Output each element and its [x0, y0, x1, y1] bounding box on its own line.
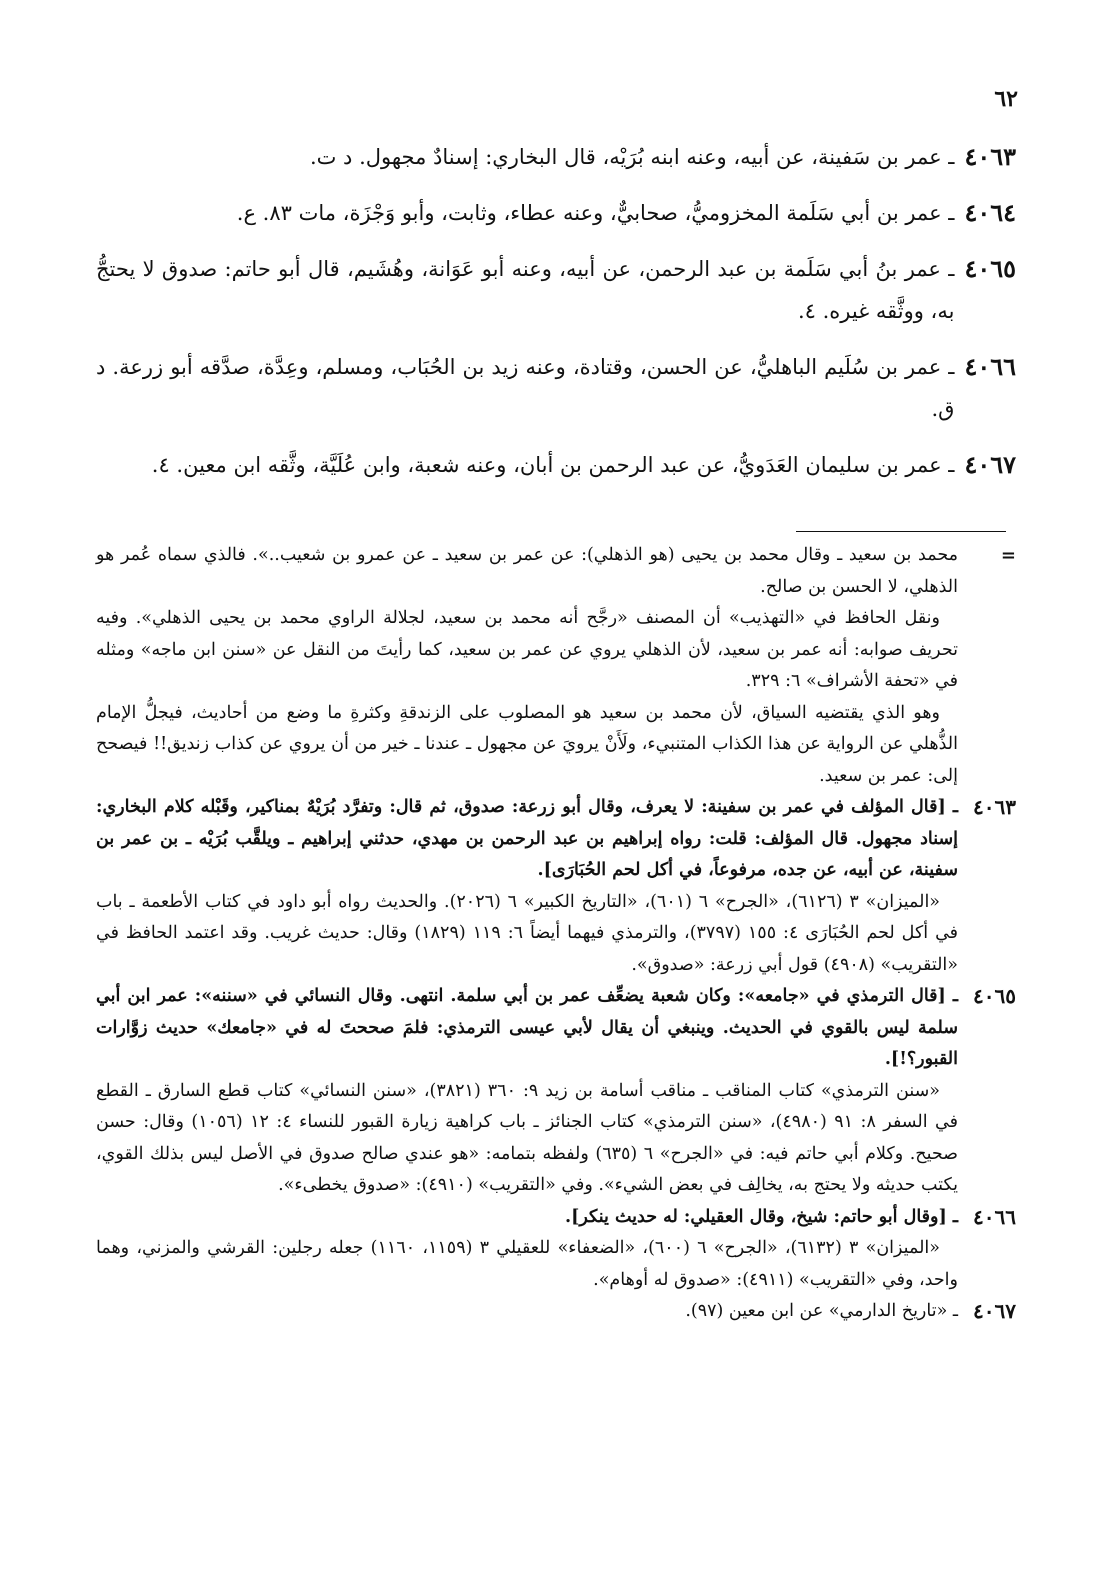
- entry-number: ٤٠٦٤: [964, 198, 1016, 227]
- footnote-4067: [96, 1296, 1016, 1328]
- footnote-quote: ـ [قال الترمذي في «جامعه»: وكان شعبة يضعِّف عمر بن أبي سلمة. انتهى. وقال النسائي في «سننه»: عمر ابن أبي سلمة ليس بالقوي في الحديث. وينبغي أن يقال لأبي عيسى الترمذي: فلمَ صححتَ له في «جامعك» حديث زوَّارات القبور؟!].: [96, 986, 958, 1069]
- footnote-paragraph: «الميزان» ٣ (٦١٢٦)، «الجرح» ٦ (٦٠١)، «التاريخ الكبير» ٦ (٢٠٢٦). والحديث رواه أبو داود في كتاب الأطعمة ـ باب في أكل لحم الحُبَارَى ٤: ١٥٥ (٣٧٩٧)، والترمذي فيهما أيضاً ٦: ١١٩ (١٨٢٩) وقال: حديث غريب. وقد اعتمد الحافظ في «التقريب» (٤٩٠٨) قول أبي زرعة: «صدوق».: [96, 891, 959, 975]
- footnote-paragraph: وهو الذي يقتضيه السياق، لأن محمد بن سعيد هو المصلوب على الزندقةِ وكثرةِ ما وضع من أحاديث، فيجلُّ الإمام الذُّهلي عن الرواية عن هذا الكذاب المتنبيء، ولَأَنْ يرويَ عن مجهول ـ عندنا ـ خير من أن يروي عن كذاب زنديق!! فيصحح إلى: عمر بن سعيد.: [96, 702, 958, 786]
- footnote-number: ٤٠٦٦: [973, 1204, 1016, 1229]
- footnote-number: ٤٠٦٧: [973, 1299, 1016, 1323]
- footnote-paragraph: «الميزان» ٣ (٦١٣٢)، «الجرح» ٦ (٦٠٠)، «الضعفاء» للعقيلي ٣ (١١٥٩، ١١٦٠) جعله رجلين: القرشي والمزني، وهما واحد، وفي «التقريب» (٤٩١١): «صدوق له أوهام».: [96, 1238, 958, 1290]
- entry-text: ـ عمر بن سُلَيم الباهليُّ، عن الحسن، وقتادة، وعنه زيد بن الحُبَاب، ومسلم، وعِدَّة، صدَّقه أبو زرعة. د ق.: [96, 355, 955, 421]
- entry-number: ٤٠٦٣: [964, 142, 1016, 171]
- footnote-paragraph: ونقل الحافظ في «التهذيب» أن المصنف «رجَّح أنه محمد بن سعيد، لجلالة الراوي محمد بن يحيى الذهلي». وفيه تحريف صوابه: أنه عمر بن سعيد، لأن الذهلي يروي عن عمر بن سعيد، كما رأيتَ من النقل عن «سنن ابن ماجه» ومثله في «تحفة الأشراف» ٦: ٣٢٩.: [96, 608, 958, 691]
- entry-4067: [96, 444, 1016, 486]
- footnote-paragraph: «سنن الترمذي» كتاب المناقب ـ مناقب أسامة بن زيد ٩: ٣٦٠ (٣٨٢١)، «سنن النسائي» كتاب قطع السارق ـ القطع في السفر ٨: ٩١ (٤٩٨٠)، «سنن الترمذي» كتاب الجنائز ـ باب كراهية زيارة القبور للنساء ٤: ١٢ (١٠٥٦) وقال: حسن صحيح. وكلام أبي حاتم فيه: في «الجرح» ٦ (٦٣٥) ولفظه بتمامه: «هو عندي صالح صدوق في الأصل ليس بذلك القوي، يكتب حديثه ولا يحتج به، يخالِف في بعض الشيء». وفي «التقريب» (٤٩١٠): «صدوق يخطىء».: [96, 1080, 959, 1195]
- footnote-quote: ـ [وقال أبو حاتم: شيخ، وقال العقيلي: له حديث ينكر].: [565, 1206, 958, 1227]
- footnotes: [96, 540, 1016, 1328]
- footnote-continuation: [96, 540, 1016, 792]
- entry-number: ٤٠٦٥: [964, 254, 1016, 283]
- entry-text: ـ عمر بنُ أبي سَلَمة بن عبد الرحمن، عن أبيه، وعنه أبو عَوَانة، وهُشَيم، قال أبو حاتم: صدوق لا يحتجُّ به، ووثَّقه غيره. ٤.: [96, 257, 955, 323]
- entry-4064: [96, 192, 1016, 234]
- footnote-4066: [96, 1202, 1016, 1297]
- page-number: ٦٢: [994, 86, 1018, 112]
- footnote-number: ٤٠٦٥: [973, 984, 1016, 1008]
- entry-text: ـ عمر بن سليمان العَدَويُّ، عن عبد الرحمن بن أبان، وعنه شعبة، وابن عُلَيَّة، وثَّقه ابن معين. ٤.: [151, 453, 955, 477]
- entry-number: ٤٠٦٧: [964, 450, 1016, 479]
- footnote-number: ٤٠٦٣: [973, 795, 1016, 819]
- entry-4066: [96, 346, 1016, 430]
- entry-4063: [96, 136, 1016, 178]
- main-entries: [96, 136, 1016, 500]
- footnote-4065: [96, 981, 1016, 1202]
- entry-text: ـ عمر بن سَفينة، عن أبيه، وعنه ابنه بُرَيْه، قال البخاري: إسنادٌ مجهول. د ت.: [309, 145, 955, 169]
- entry-text: ـ عمر بن أبي سَلَمة المخزوميُّ، صحابيٌّ، وعنه عطاء، وثابت، وأبو وَجْزَة، مات ٨٣. ع.: [236, 201, 955, 225]
- entry-number: ٤٠٦٦: [964, 352, 1016, 381]
- continuation-marker: =: [1000, 545, 1016, 566]
- footnote-divider: [796, 531, 1006, 532]
- footnote-4063: [96, 792, 1016, 981]
- entry-4065: [96, 248, 1016, 332]
- footnote-paragraph: ـ «تاريخ الدارمي» عن ابن معين (٩٧).: [685, 1301, 958, 1321]
- footnote-paragraph: محمد بن سعيد ـ وقال محمد بن يحيى (هو الذهلي): عن عمر بن سعيد ـ عن عمرو بن شعيب..». فالذي سماه عُمر هو الذهلي، لا الحسن بن صالح.: [96, 545, 958, 597]
- footnote-quote: ـ [قال المؤلف في عمر بن سفينة: لا يعرف، وقال أبو زرعة: صدوق، ثم قال: وتفرَّد بُرَيْهٌ بمناكير، وقَبْله كلام البخاري: إسناد مجهول. قال المؤلف: قلت: رواه إبراهيم بن عبد الرحمن بن مهدي، حدثني إبراهيم ـ ويلقَّب بُرَيْه ـ بن عمر بن سفينة، عن أبيه، عن جده، مرفوعاً، في أكل لحم الحُبَارَى].: [96, 797, 958, 880]
